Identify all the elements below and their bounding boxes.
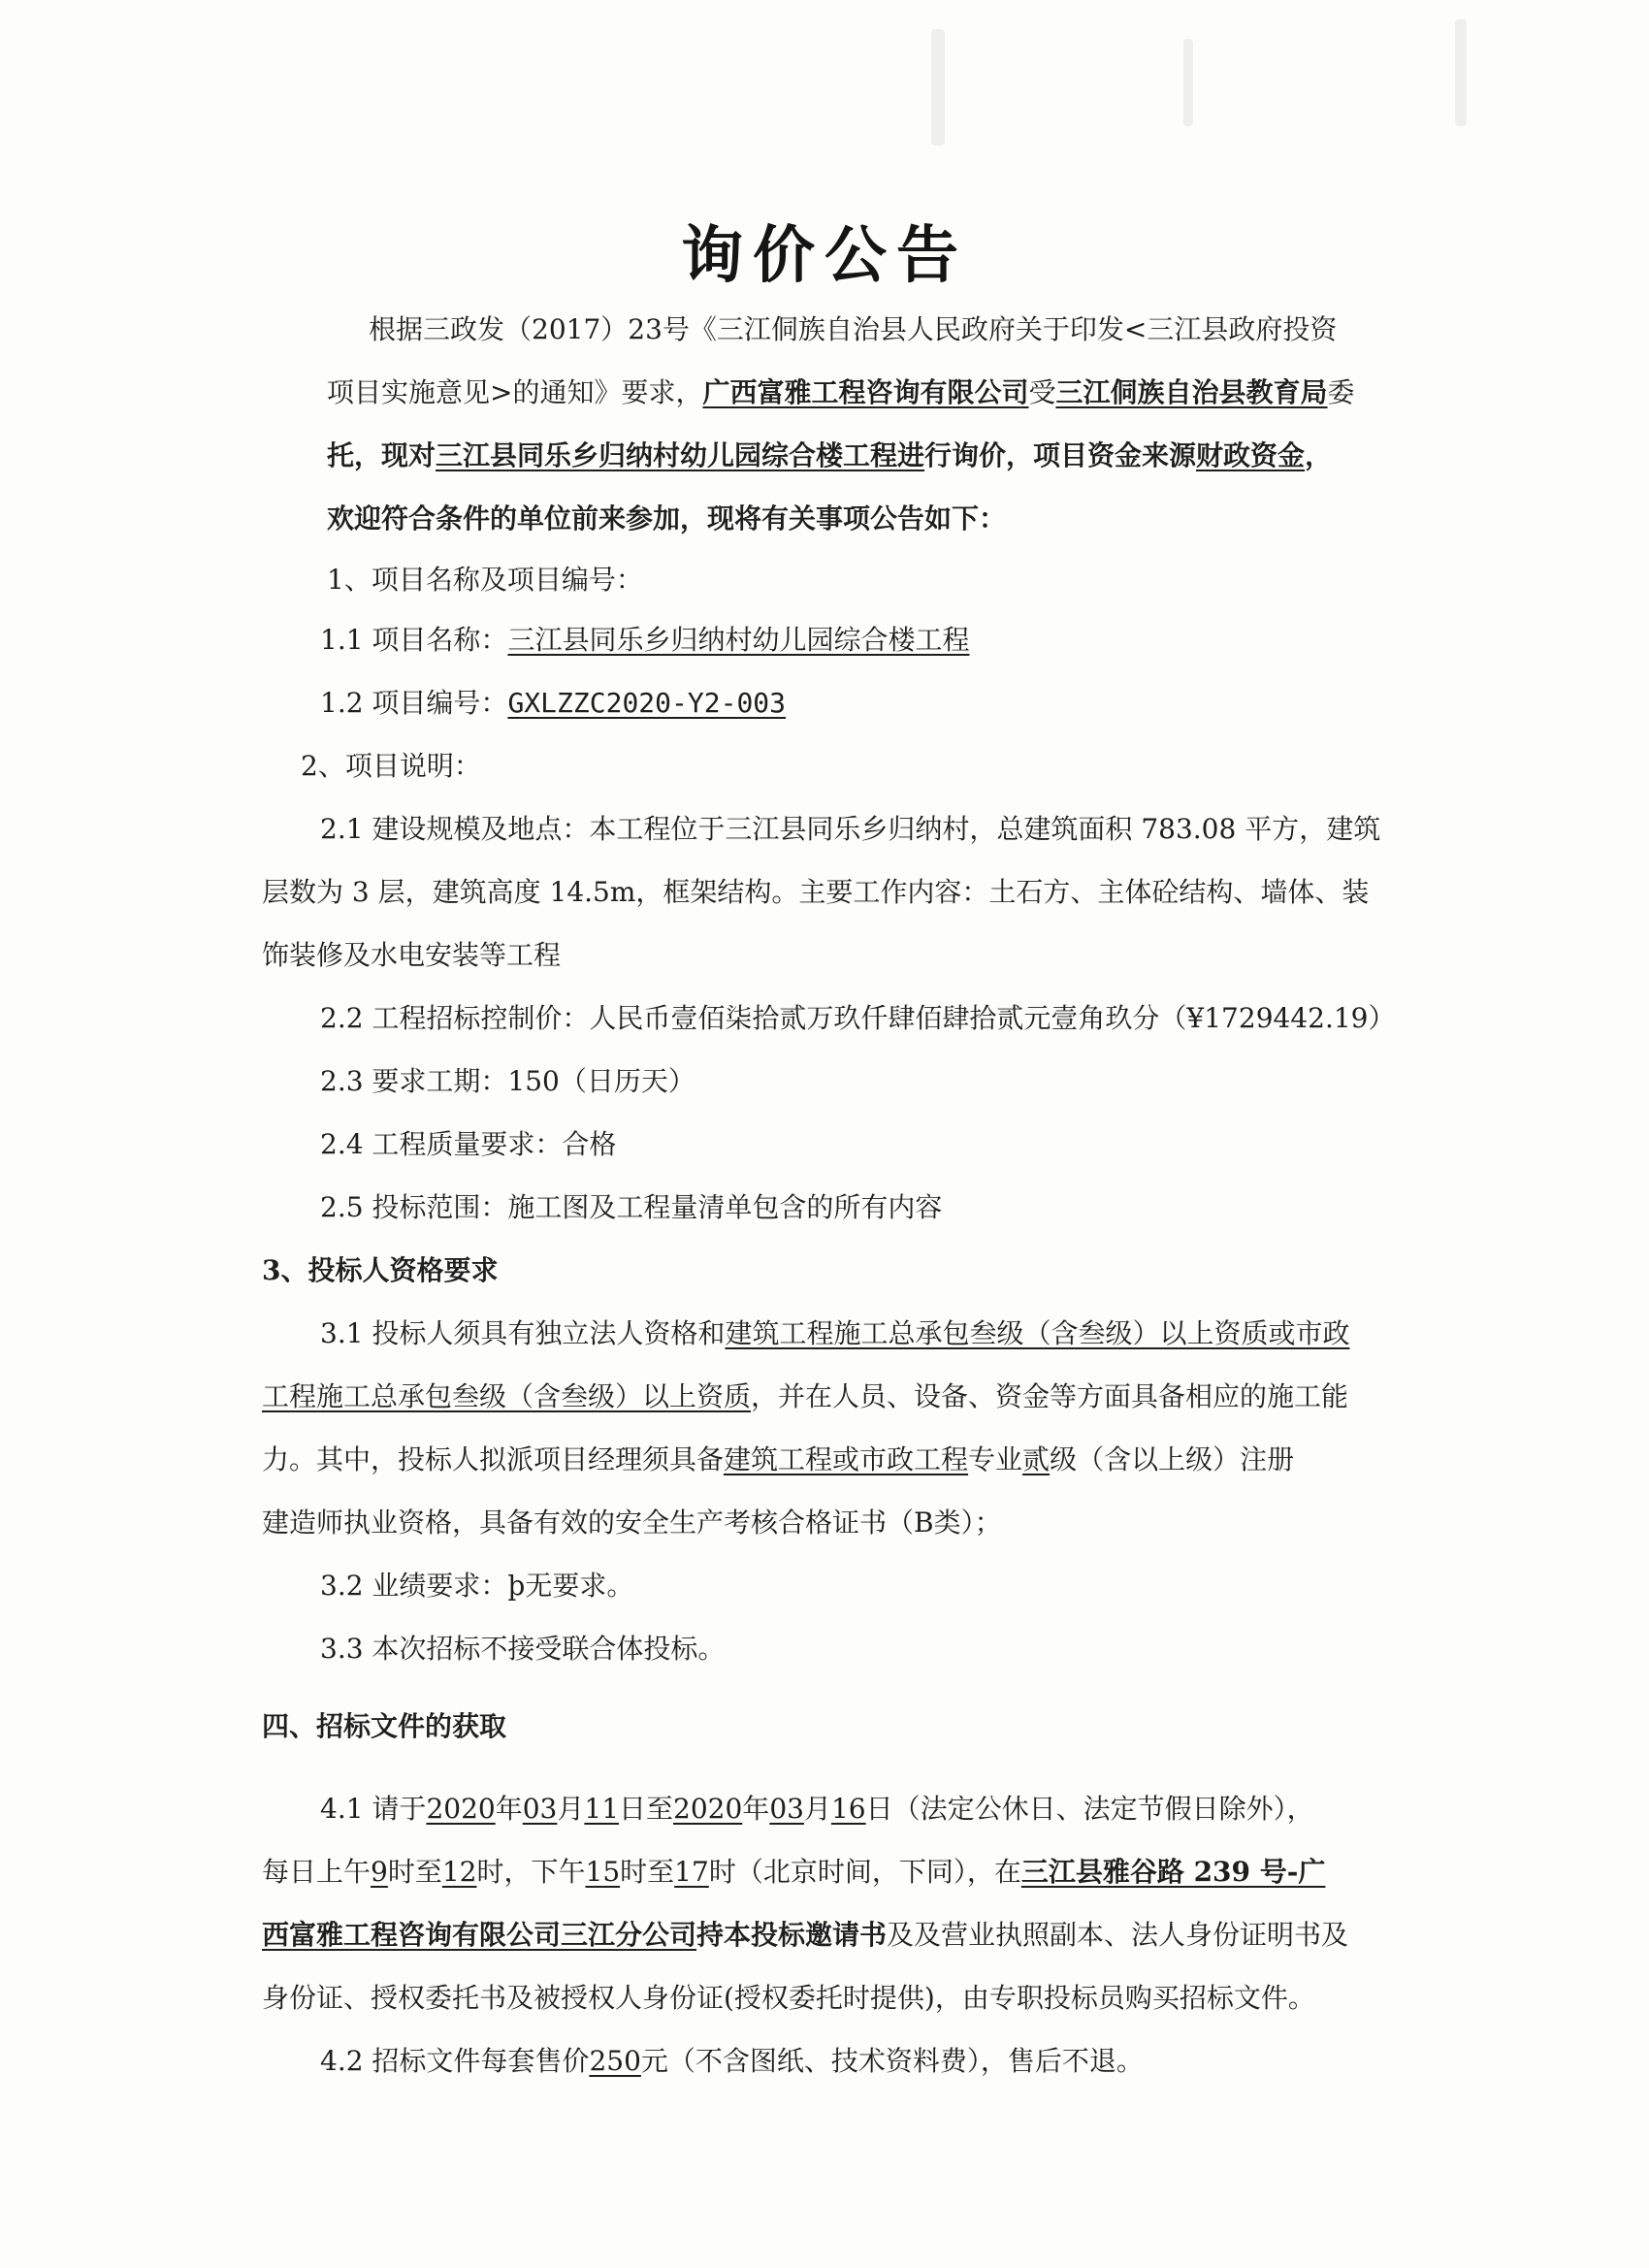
project-code-row: 1.2 项目编号：GXLZZC2020-Y2-003	[320, 687, 787, 719]
project-name-value: 三江县同乐乡归纳村幼儿园综合楼工程	[507, 624, 970, 656]
scan-artifact	[1183, 39, 1193, 126]
item-2-4: 2.4 工程质量要求：合格	[320, 1128, 617, 1160]
section-3-heading: 3、投标人资格要求	[262, 1254, 499, 1286]
item-3-1-line-2: 工程施工总承包叁级（含叁级）以上资质，并在人员、设备、资金等方面具备相应的施工能	[262, 1380, 1349, 1412]
item-4-1-line-1: 4.1 请于2020年03月11日至2020年03月16日（法定公休日、法定节假日除外），	[320, 1793, 1314, 1825]
item-2-5: 2.5 投标范围：施工图及工程量清单包含的所有内容	[320, 1191, 943, 1223]
item-3-3: 3.3 本次招标不接受联合体投标。	[320, 1633, 726, 1665]
item-2-3: 2.3 要求工期：150（日历天）	[320, 1065, 695, 1097]
project-name-row: 1.1 项目名称：三江县同乐乡归纳村幼儿园综合楼工程	[320, 624, 970, 656]
fund-source: 财政资金	[1196, 439, 1306, 471]
intro-line-1: 根据三政发（2017）23号《三江侗族自治县人民政府关于印发<三江县政府投资	[369, 313, 1338, 345]
client-org: 三江侗族自治县教育局	[1055, 376, 1328, 408]
item-3-1-line-3: 力。其中，投标人拟派项目经理须具备建筑工程或市政工程专业贰级（含以上级）注册	[262, 1443, 1295, 1475]
agent-company: 广西富雅工程咨询有限公司	[702, 376, 1029, 408]
scan-artifact	[1455, 19, 1467, 126]
item-2-1-line-2: 层数为 3 层，建筑高度 14.5m，框架结构。主要工作内容：土石方、主体砼结构、墙体、装	[262, 876, 1370, 908]
intro-line-3: 托，现对三江县同乐乡归纳村幼儿园综合楼工程进行询价，项目资金来源财政资金，	[327, 439, 1333, 471]
section-4-heading: 四、招标文件的获取	[262, 1710, 507, 1742]
section-1-heading: 1、项目名称及项目编号：	[327, 564, 643, 596]
item-2-2: 2.2 工程招标控制价：人民币壹佰柒拾贰万玖仟肆佰肆拾贰元壹角玖分（¥1729442.19）	[320, 1002, 1396, 1034]
document-title: 询价公告	[681, 220, 968, 292]
intro-line-2: 项目实施意见>的通知》要求，广西富雅工程咨询有限公司受三江侗族自治县教育局委	[327, 376, 1355, 408]
section-2-heading: 2、项目说明：	[301, 750, 481, 782]
intro-line-4: 欢迎符合条件的单位前来参加，现将有关事项公告如下：	[327, 502, 1007, 535]
item-3-1-line-4: 建造师执业资格，具备有效的安全生产考核合格证书（B类）；	[262, 1507, 1002, 1539]
item-4-1-line-4: 身份证、授权委托书及被授权人身份证(授权委托时提供)，由专职投标员购买招标文件。	[262, 1982, 1315, 2014]
item-3-2: 3.2 业绩要求：þ无要求。	[320, 1570, 634, 1602]
item-4-2: 4.2 招标文件每套售价250元（不含图纸、技术资料费），售后不退。	[320, 2045, 1144, 2077]
item-4-1-line-3: 西富雅工程咨询有限公司三江分公司持本投标邀请书及及营业执照副本、法人身份证明书及	[262, 1919, 1349, 1951]
item-2-1-line-3: 饰装修及水电安装等工程	[262, 939, 562, 971]
scan-artifact	[931, 29, 945, 146]
item-4-1-line-2: 每日上午9时至12时，下午15时至17时（北京时间，下同），在三江县雅谷路 239 号-广	[262, 1856, 1326, 1888]
item-2-1-line-1: 2.1 建设规模及地点：本工程位于三江县同乐乡归纳村，总建筑面积 783.08 平方，建筑	[320, 813, 1381, 845]
project-name-intro: 三江县同乐乡归纳村幼儿园综合楼工程进	[436, 439, 925, 471]
item-3-1-line-1: 3.1 投标人须具有独立法人资格和建筑工程施工总承包叁级（含叁级）以上资质或市政	[320, 1317, 1350, 1349]
project-code-value: GXLZZC2020-Y2-003	[507, 687, 787, 719]
